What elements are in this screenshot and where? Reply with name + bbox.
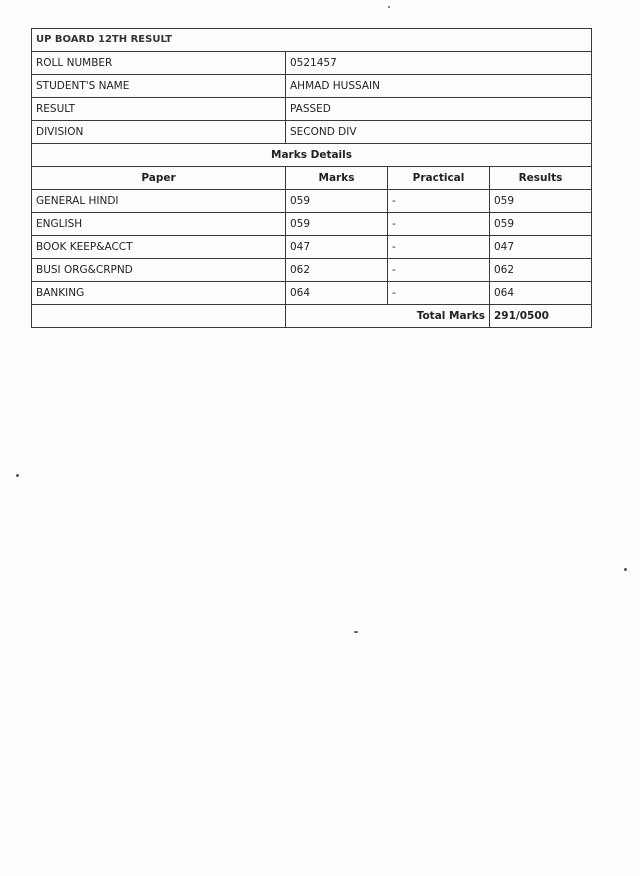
marks-cell: 064 — [286, 282, 388, 305]
info-label: RESULT — [32, 98, 286, 121]
practical-cell: - — [388, 213, 490, 236]
result-cell: 059 — [490, 213, 592, 236]
info-row-roll — [32, 52, 592, 75]
table-row — [32, 259, 592, 282]
practical-cell: - — [388, 282, 490, 305]
info-label: ROLL NUMBER — [32, 52, 286, 75]
column-header-row — [32, 167, 592, 190]
scan-speck — [16, 474, 19, 477]
table-row — [32, 213, 592, 236]
total-value: 291/0500 — [490, 305, 592, 328]
result-table — [31, 28, 592, 328]
practical-cell: - — [388, 236, 490, 259]
marks-cell: 059 — [286, 213, 388, 236]
total-label: Total Marks — [286, 305, 490, 328]
result-cell: 059 — [490, 190, 592, 213]
scan-speck — [388, 6, 390, 8]
total-row — [32, 305, 592, 328]
title-row — [32, 29, 592, 52]
info-label: STUDENT'S NAME — [32, 75, 286, 98]
column-header-marks: Marks — [286, 167, 388, 190]
column-header-paper: Paper — [32, 167, 286, 190]
marks-cell: 062 — [286, 259, 388, 282]
practical-cell: - — [388, 190, 490, 213]
result-sheet — [31, 28, 591, 328]
marks-heading: Marks Details — [32, 144, 592, 167]
table-row — [32, 190, 592, 213]
paper-cell: BOOK KEEP&ACCT — [32, 236, 286, 259]
scan-speck — [624, 568, 627, 571]
marks-heading-row — [32, 144, 592, 167]
marks-cell: 059 — [286, 190, 388, 213]
info-value: SECOND DIV — [286, 121, 592, 144]
result-cell: 047 — [490, 236, 592, 259]
result-cell: 064 — [490, 282, 592, 305]
marks-cell: 047 — [286, 236, 388, 259]
info-row-name — [32, 75, 592, 98]
paper-cell: BANKING — [32, 282, 286, 305]
total-empty-cell — [32, 305, 286, 328]
info-label: DIVISION — [32, 121, 286, 144]
table-row — [32, 282, 592, 305]
paper-cell: GENERAL HINDI — [32, 190, 286, 213]
paper-cell: ENGLISH — [32, 213, 286, 236]
result-cell: 062 — [490, 259, 592, 282]
column-header-practical: Practical — [388, 167, 490, 190]
paper-cell: BUSI ORG&CRPND — [32, 259, 286, 282]
practical-cell: - — [388, 259, 490, 282]
result-title: UP BOARD 12TH RESULT — [32, 29, 592, 52]
column-header-results: Results — [490, 167, 592, 190]
info-row-result — [32, 98, 592, 121]
scan-speck — [354, 631, 358, 633]
info-row-division — [32, 121, 592, 144]
info-value: 0521457 — [286, 52, 592, 75]
table-row — [32, 236, 592, 259]
info-value: PASSED — [286, 98, 592, 121]
info-value: AHMAD HUSSAIN — [286, 75, 592, 98]
